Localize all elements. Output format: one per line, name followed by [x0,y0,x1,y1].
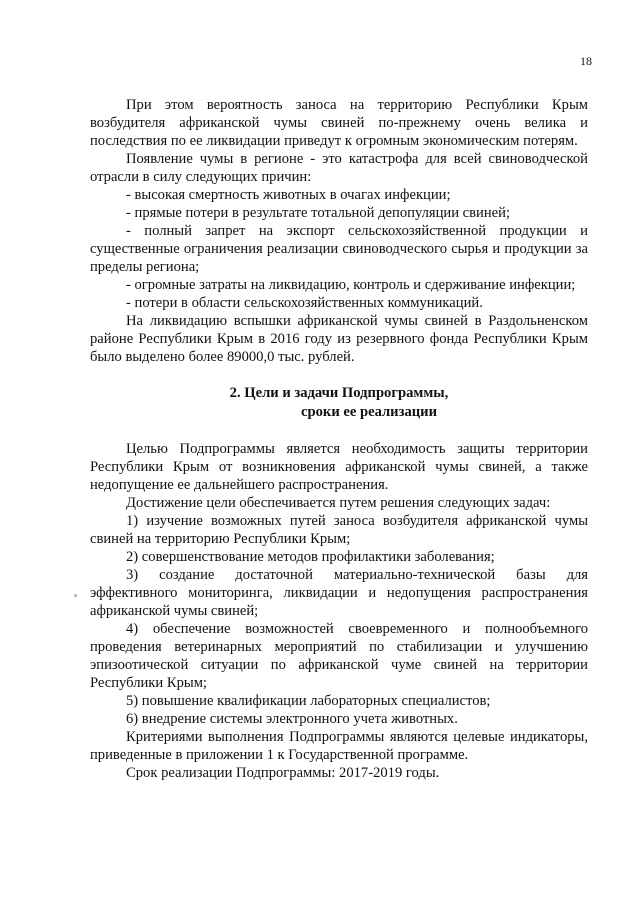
spacer [90,422,588,440]
task-item: 6) внедрение системы электронного учета животных. [126,711,458,727]
task-item: 3) создание достаточной материально-технической базы для эффективного мониторинга, ликвидации и недопущения распространения африканской чумы свиней; [90,567,588,619]
bullet-item: - полный запрет на экспорт сельскохозяйственной продукции и существенные ограничения реализации свиноводческого сырья и продукции за пределы региона; [90,223,588,275]
task-item: 1) изучение возможных путей заноса возбудителя африканской чумы свиней на территорию Республики Крым; [90,513,588,547]
paragraph-import-risk: При этом вероятность заноса на территорию Республики Крым возбудителя африканской чумы свиней по-прежнему очень велика и последствия по ее ликвидации приведут к огромным экономическим потерям. [90,97,588,149]
paragraph-goal: Целью Подпрограммы является необходимость защиты территории Республики Крым от возникновения африканской чумы свиней, а также недопущение ее дальнейшего распространения. [90,441,588,493]
paragraph-tasks-intro: Достижение цели обеспечивается путем решения следующих задач: [126,495,551,511]
bullet-item: - высокая смертность животных в очагах инфекции; [126,187,451,203]
spacer [90,366,588,384]
task-item: 5) повышение квалификации лабораторных специалистов; [126,693,491,709]
bullet-item: - прямые потери в результате тотальной депопуляции свиней; [126,205,510,221]
section-heading [90,384,588,422]
task-item: 4) обеспечение возможностей своевременного и полнообъемного проведения ветеринарных мероприятий по стабилизации и улучшению эпизоотической ситуации по африканской чуме свиней на территории Республики Крым; [90,621,588,691]
page-number: 18 [580,54,592,68]
paragraph-plague-reasons: Появление чумы в регионе - это катастрофа для всей свиноводческой отрасли в силу следующих причин: [90,151,588,185]
section-heading-line2: сроки ее реализации [301,404,437,420]
section-heading-line1: 2. Цели и задачи Подпрограммы, [229,385,449,401]
bullet-item: - огромные затраты на ликвидацию, контроль и сдерживание инфекции; [126,277,576,293]
paragraph-term: Срок реализации Подпрограммы: 2017-2019 годы. [126,765,440,781]
bullet-item: - потери в области сельскохозяйственных коммуникаций. [126,295,483,311]
task-item: 2) совершенствование методов профилактики заболевания; [126,549,495,565]
scan-mark [74,594,77,597]
document-body [90,96,588,782]
paragraph-criteria: Критериями выполнения Подпрограммы являются целевые индикаторы, приведенные в приложении 1 к Государственной программе. [90,729,588,763]
paragraph-funding: На ликвидацию вспышки африканской чумы свиней в Раздольненском районе Республики Крым в 2016 году из резервного фонда Республики Крым было выделено более 89000,0 тыс. рублей. [90,313,588,365]
